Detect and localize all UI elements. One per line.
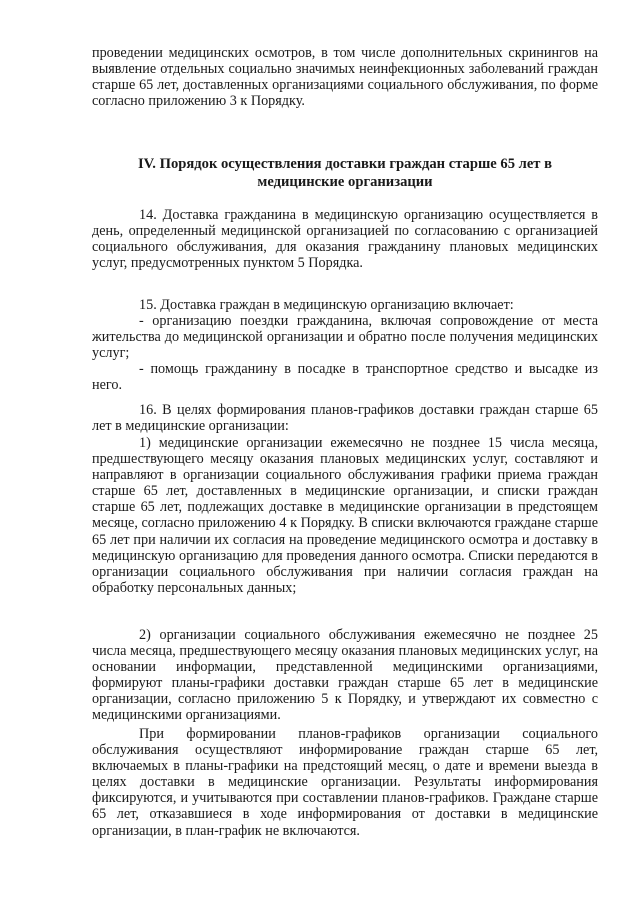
section-title-line1: IV. Порядок осуществления доставки граждан старше 65 лет в bbox=[137, 156, 553, 172]
section-title bbox=[92, 155, 598, 191]
paragraph-16: 16. В целях формирования планов-графиков доставки граждан старше 65 лет в медицинские организации: bbox=[92, 402, 598, 435]
paragraph-14: 14. Доставка гражданина в медицинскую организацию осуществляется в день, определенный медицинской организацией по согласованию с организацией социального обслуживания, для оказания гражданину плановых медицинских услуг, предусмотренных пунктом 5 Порядка. bbox=[92, 207, 598, 272]
paragraph-16-item-2: 2) организации социального обслуживания ежемесячно не позднее 25 числа месяца, предшествующего месяцу оказания плановых медицинских услуг, на основании информации, представленной медицинскими организациями, формируют планы-графики доставки граждан старше 65 лет в медицинские организации, согласно приложению 5 к Порядку, и утверждают их совместно с медицинскими организациями. bbox=[92, 627, 599, 724]
paragraph-15-item-1: - организацию поездки гражданина, включая сопровождение от места жительства до медицинской организации и обратно после получения медицинских услуг; bbox=[92, 313, 598, 362]
paragraph-15: 15. Доставка граждан в медицинскую организацию включает: bbox=[139, 297, 514, 313]
section-title-line2: медицинские организации bbox=[257, 174, 433, 190]
paragraph-final: При формировании планов-графиков организации социального обслуживания осуществляют информирование граждан старше 65 лет, включаемых в планы-графики на предстоящий месяц, о дате и времени выезда в целях доставки в медицинские организации. Результаты информирования фиксируются, и учитываются при составлении планов-графиков. Граждане старше 65 лет, отказавшиеся в ходе информирования от доставки в медицинские организации, в план-график не включаются. bbox=[92, 726, 598, 839]
paragraph-15-item-2: - помощь гражданину в посадке в транспортное средство и высадке из него. bbox=[92, 361, 598, 394]
paragraph-16-item-1: 1) медицинские организации ежемесячно не позднее 15 числа месяца, предшествующего месяцу оказания плановых медицинских услуг, составляют и направляют в организации социального обслуживания графики приема граждан старше 65 лет, доставленных в медицинские организации, и списки граждан старше 65 лет, подлежащих доставке в медицинские организации в предстоящем месяце, согласно приложению 4 к Порядку. В списки включаются граждане старше 65 лет при наличии их согласия на проведение медицинского осмотра и доставку в медицинскую организацию для проведения данного осмотра. Списки передаются в организации социального обслуживания при наличии согласия граждан на обработку персональных данных; bbox=[92, 435, 598, 596]
intro-paragraph: проведении медицинских осмотров, в том числе дополнительных скринингов на выявление отдельных социально значимых неинфекционных заболеваний граждан старше 65 лет, доставленных организациями социального обслуживания, по форме согласно приложению 3 к Порядку. bbox=[92, 45, 598, 110]
